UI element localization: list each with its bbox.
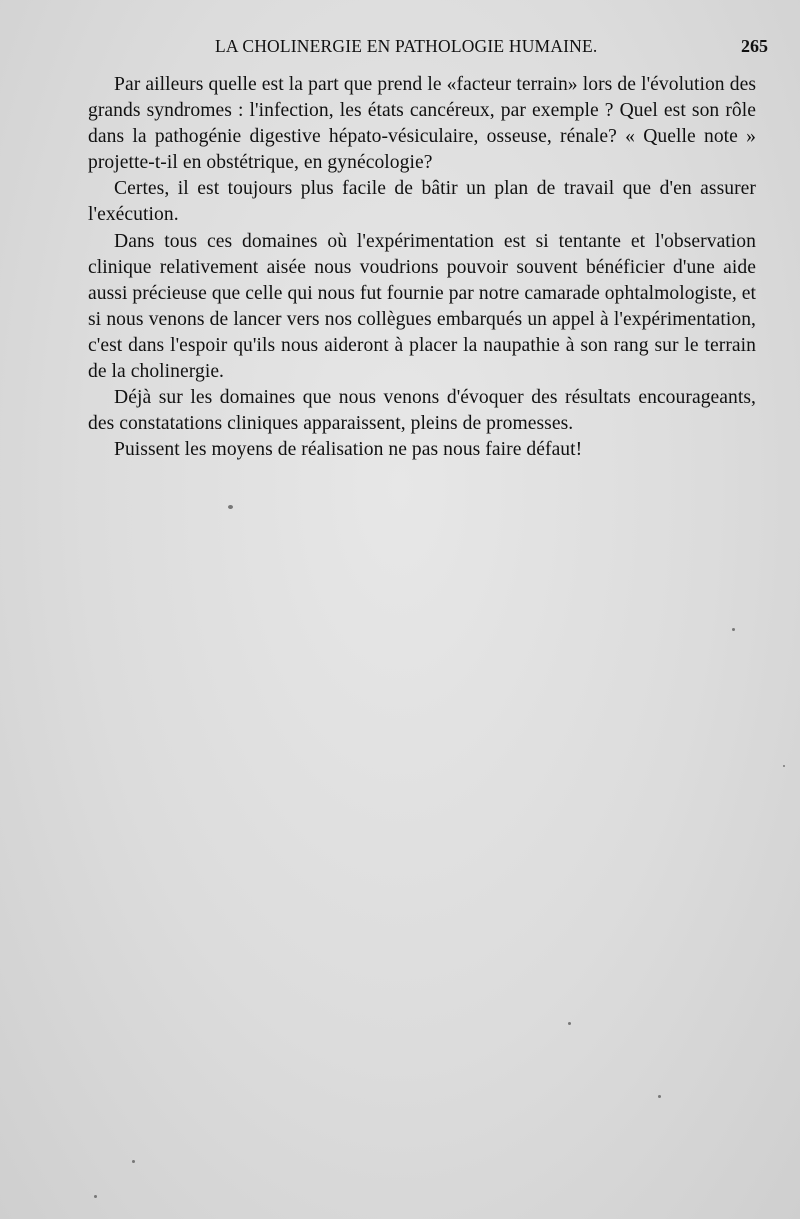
page-header [88,36,768,64]
scan-speck [783,765,785,767]
scan-speck [94,1195,97,1198]
scan-speck [658,1095,661,1098]
paragraph: Dans tous ces domaines où l'expérimentation est si tentante et l'observation clinique relativement aisée nous voudrions pouvoir souvent bénéficier d'une aide aussi précieuse que celle qui nous fut fournie par notre camarade ophtalmologiste, et si nous venons de lancer vers nos collègues embarqués un appel à l'expérimentation, c'est dans l'espoir qu'ils nous aideront à placer la naupathie à son rang sur le terrain de la cholinergie. [88,230,756,383]
scan-speck [132,1160,135,1163]
paragraph: Certes, il est toujours plus facile de bâtir un plan de travail que d'en assurer l'exécution. [88,178,756,226]
paragraph: Puissent les moyens de réalisation ne pas nous faire défaut! [114,439,583,461]
scan-speck [228,505,233,509]
page-number: 265 [741,36,768,56]
scan-speck [568,1022,571,1025]
paragraph: Déjà sur les domaines que nous venons d'évoquer des résultats encourageants, des constatations cliniques apparaissent, pleins de promesses. [88,387,756,435]
scan-speck [732,628,735,631]
body-text [88,72,756,463]
running-title: LA CHOLINERGIE EN PATHOLOGIE HUMAINE. [215,36,598,56]
paragraph: Par ailleurs quelle est la part que prend le «facteur terrain» lors de l'évolution des grands syndromes : l'infection, les états cancéreux, par exemple ? Quel est son rôle dans la pathogénie digestive hépato-vésiculaire, osseuse, rénale? « Quelle note » projette-t-il en obstétrique, en gynécologie? [88,74,756,174]
